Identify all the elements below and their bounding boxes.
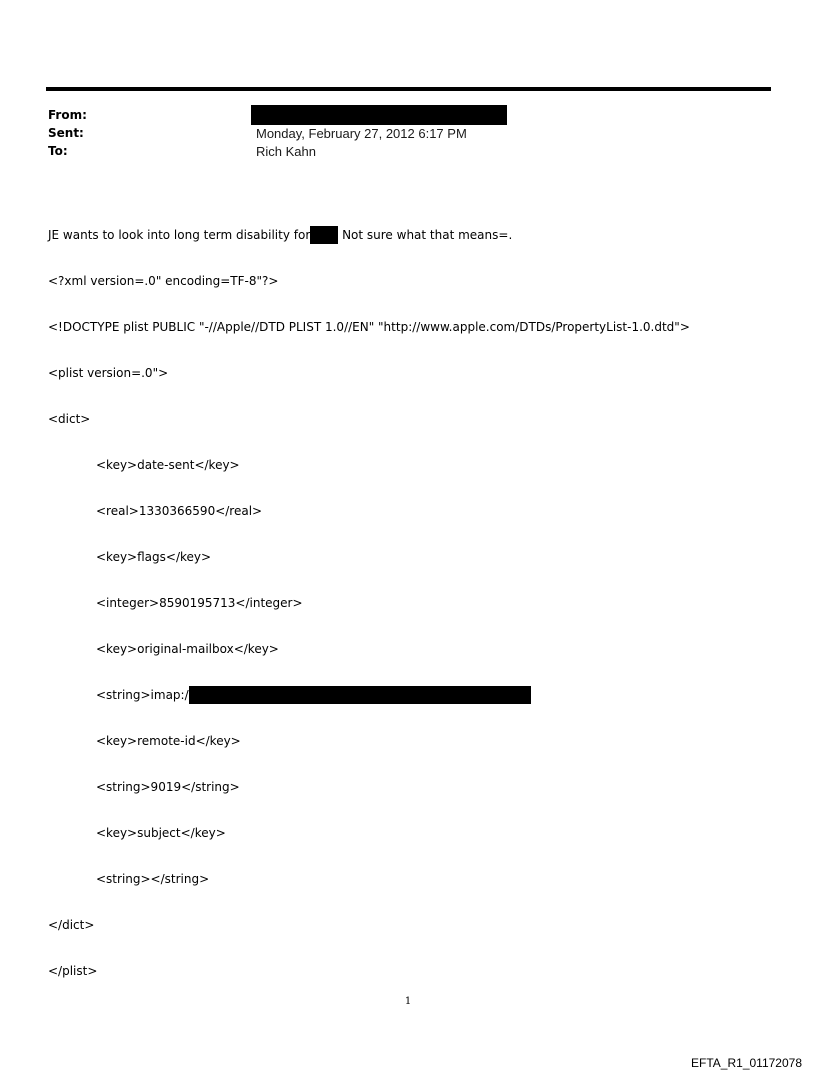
body-line-1-end: Not sure what that means=. xyxy=(338,228,513,242)
name-redaction xyxy=(310,226,338,244)
real-value: <real>1330366590</real> xyxy=(96,504,263,518)
string-imap-text: <string>imap:/ xyxy=(96,688,189,702)
key-original-mailbox: <key>original-mailbox</key> xyxy=(96,642,279,656)
xml-declaration: <?xml version=.0" encoding=TF-8"?> xyxy=(48,274,279,288)
key-date-sent: <key>date-sent</key> xyxy=(96,458,240,472)
dict-close: </dict> xyxy=(48,918,95,932)
key-flags: <key>flags</key> xyxy=(96,550,212,564)
dict-open: <dict> xyxy=(48,412,91,426)
string-subject: <string></string> xyxy=(96,872,210,886)
string-remote-id: <string>9019</string> xyxy=(96,780,240,794)
key-remote-id: <key>remote-id</key> xyxy=(96,734,241,748)
message-body xyxy=(48,198,690,994)
bates-number: EFTA_R1_01172078 xyxy=(691,1056,802,1070)
mailbox-redaction xyxy=(189,686,531,704)
body-line-1 xyxy=(48,226,690,244)
to-value: Rich Kahn xyxy=(256,144,316,159)
from-label: From: xyxy=(48,108,87,122)
body-line-1-start: JE wants to look into long term disability for xyxy=(48,228,311,242)
sent-label: Sent: xyxy=(48,126,84,140)
sent-value: Monday, February 27, 2012 6:17 PM xyxy=(256,126,467,141)
page-number: 1 xyxy=(404,996,412,1007)
string-imap-line xyxy=(48,686,690,704)
plist-open: <plist version=.0"> xyxy=(48,366,169,380)
to-label: To: xyxy=(48,144,68,158)
plist-close: </plist> xyxy=(48,964,98,978)
from-redaction xyxy=(251,105,507,125)
integer-value: <integer>8590195713</integer> xyxy=(96,596,303,610)
header-divider xyxy=(46,87,771,91)
key-subject: <key>subject</key> xyxy=(96,826,226,840)
doctype-line: <!DOCTYPE plist PUBLIC "-//Apple//DTD PLIST 1.0//EN" "http://www.apple.com/DTDs/PropertyList-1.0.dtd"> xyxy=(48,320,690,334)
